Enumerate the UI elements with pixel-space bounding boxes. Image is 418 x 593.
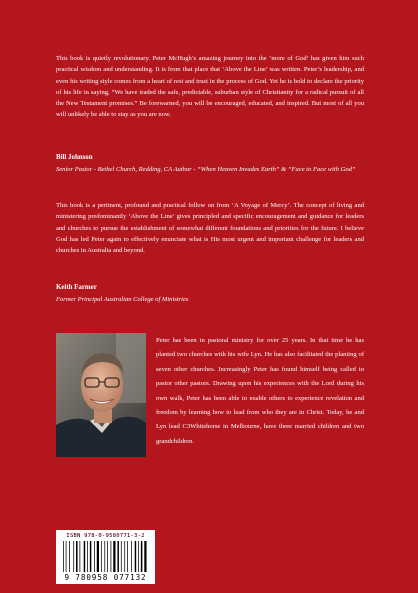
barcode-bar: [97, 541, 99, 572]
endorsement-1-role: Senior Pastor - Bethel Church, Redding, CA Author - “When Heaven Invades Earth” & “Face to Face with God”: [56, 166, 356, 173]
endorsement-1-text: This book is quietly revolutionary. Peter McHugh’s amazing journey into the ‘more of God’ has given him such practical wisdom and understanding. It is from that place that ‘Above the Line’ was written. Peter’s leadership, and even his writing style comes from a heart of rest and trust in the process of God. Yet he is bold to declare the priority of his life in saying, “We have traded the safe, predictable, suburban style of Christianity for a radical pursuit of all the New Testament promises.” Be forewarned, you will be encouraged, educated, and inspired. But most of all you will unlikely be able to stay as you are now.: [56, 55, 364, 119]
barcode-bar: [127, 541, 128, 572]
barcode-bar: [107, 541, 108, 572]
isbn-label: ISBN 978-0-9580771-3-2: [66, 533, 145, 539]
barcode-bar: [69, 541, 70, 572]
barcode-bar: [111, 541, 112, 572]
barcode-bar: [73, 541, 74, 572]
barcode-bar: [144, 541, 146, 572]
barcode-bar: [94, 541, 95, 572]
barcode-bar: [80, 541, 81, 572]
endorsement-2-role: Former Principal Australian College of Ministries: [56, 296, 189, 303]
barcode-bar: [141, 541, 143, 572]
barcode-bar: [63, 541, 64, 572]
endorsement-1-name: Bill Johnson: [56, 154, 93, 161]
endorsement-2-text: This book is a pertinent, profound and practical follow on from ‘A Voyage of Mercy’. The concept of living and ministering predominantly ‘Above the Line’ gives principled and specific encouragement and guidance for leaders and churches to pursue the establishment of somewhat different foundations and priorities for the future. I believe God has led Peter again to effectively enunciate what is His most urgent and important challenge for leaders and churches in Australia and beyond.: [56, 202, 364, 255]
barcode-bars: [63, 541, 148, 572]
barcode-bar: [135, 541, 137, 572]
barcode-number: 9 780958 077132: [64, 573, 147, 582]
isbn-barcode: [56, 530, 155, 584]
barcode-bar: [104, 541, 105, 572]
barcode-bar: [90, 541, 92, 572]
barcode-bar: [84, 541, 86, 572]
barcode-bar: [117, 541, 119, 572]
barcode-bar: [131, 541, 132, 572]
barcode-bar: [121, 541, 122, 572]
barcode-bar: [76, 541, 78, 572]
barcode-bar: [138, 541, 139, 572]
barcode-bar: [124, 541, 125, 572]
barcode-bar: [101, 541, 102, 572]
author-bio: Peter has been in pastoral ministry for over 25 years. In that time he has planted two churches with his wife Lyn. He has also facilitated the planting of seven other churches. Increasingly Peter has found himself being called to pastor other pastors. Drawing upon his experiences with the Lord during his own walk, Peter has been able to enable others to experience revelation and freedom by learning how to lead from who they are in Christ. Today, he and Lyn lead C3Whitehorse in Melbourne, have three married children and two grandchildren.: [156, 337, 364, 445]
barcode-bar: [87, 541, 88, 572]
barcode-bar: [113, 541, 115, 572]
barcode-bar: [66, 541, 67, 572]
author-photo: [56, 333, 146, 457]
endorsement-2-name: Keith Farmer: [56, 284, 97, 291]
